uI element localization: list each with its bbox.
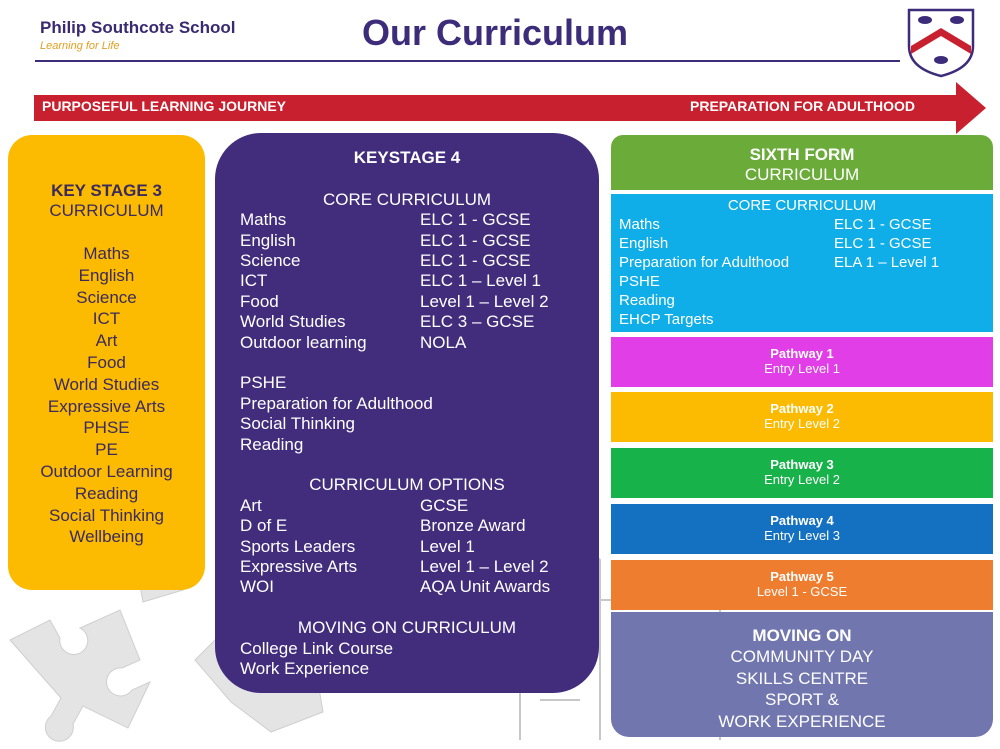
- ks4-core-row: [240, 312, 535, 332]
- sf-subject: Preparation for Adulthood: [619, 254, 790, 271]
- ks4-subject: ICT: [240, 271, 268, 290]
- school-name: Philip Southcote School: [40, 18, 236, 37]
- ks3-subject: PE: [95, 440, 118, 460]
- sixth-form-core-heading: CORE CURRICULUM: [727, 197, 877, 214]
- ks4-option-subject: Art: [240, 496, 262, 515]
- sixth-form-core-row: [619, 235, 932, 252]
- header-divider: [35, 60, 900, 62]
- sixth-form-core-row: [619, 311, 714, 328]
- ks4-option-subject: D of E: [240, 516, 288, 535]
- moving-on-item: SKILLS CENTRE: [735, 668, 869, 688]
- pathway-1-box: [611, 337, 993, 387]
- pathway-level: Entry Level 2: [764, 416, 840, 431]
- ks4-level: ELC 3 – GCSE: [420, 312, 535, 331]
- key-stage-3-panel: [8, 135, 205, 590]
- ks3-subject: Reading: [74, 483, 139, 503]
- ks3-subject: Science: [76, 287, 137, 307]
- ks4-option-level: GCSE: [420, 496, 469, 515]
- arrow-left-label: PURPOSEFUL LEARNING JOURNEY: [42, 98, 286, 114]
- ks4-subject: Food: [240, 292, 279, 311]
- ks4-level: Level 1 – Level 2: [420, 292, 549, 311]
- sixth-form-core-row: [619, 254, 940, 271]
- page-title: Our Curriculum: [361, 12, 629, 53]
- ks3-subject: Social Thinking: [49, 505, 164, 525]
- ks4-core-heading: CORE CURRICULUM: [322, 190, 492, 209]
- ks3-subject: PHSE: [83, 418, 130, 438]
- moving-on-item: SPORT &: [764, 690, 839, 709]
- moving-on-panel: [611, 612, 993, 737]
- moving-on-title: MOVING ON: [752, 626, 852, 645]
- ks3-subject: Outdoor Learning: [40, 461, 173, 481]
- sixth-form-subtitle: CURRICULUM: [744, 165, 860, 184]
- ks4-option-row: [240, 496, 469, 516]
- ks3-subject: English: [78, 265, 135, 285]
- ks3-subtitle: CURRICULUM: [49, 201, 164, 220]
- pathway-level: Entry Level 3: [764, 528, 840, 543]
- ks4-level: ELC 1 – Level 1: [420, 271, 541, 290]
- ks3-title: KEY STAGE 3: [51, 181, 162, 200]
- ks4-level: ELC 1 - GCSE: [420, 210, 531, 229]
- pathway-level: Entry Level 2: [764, 472, 840, 487]
- pathway-name: Pathway 2: [770, 401, 834, 416]
- ks4-core-row: [240, 271, 541, 291]
- ks4-subject: Maths: [240, 210, 287, 229]
- sf-level: ELC 1 - GCSE: [834, 235, 932, 252]
- sixth-form-core-row: [619, 273, 660, 290]
- ks4-extra-subject: Reading: [240, 435, 304, 454]
- sf-subject: Maths: [619, 216, 660, 233]
- ks4-moving-item: Work Experience: [240, 659, 370, 678]
- ks4-core-row: [240, 210, 531, 230]
- ks4-option-level: AQA Unit Awards: [420, 577, 551, 596]
- pathway-5-box: [611, 560, 993, 610]
- ks4-core-row: [240, 292, 549, 312]
- ks3-subject: Wellbeing: [69, 527, 144, 547]
- moving-on-item: WORK EXPERIENCE: [718, 711, 886, 731]
- key-stage-4-panel: [215, 133, 599, 693]
- ks4-extra-subject: Preparation for Adulthood: [240, 394, 433, 413]
- sixth-form-core-row: [619, 216, 932, 233]
- pathway-name: Pathway 4: [770, 513, 834, 528]
- ks3-subject: Maths: [83, 244, 130, 263]
- sixth-form-header: [611, 135, 993, 190]
- arrow-right-label: PREPARATION FOR ADULTHOOD: [690, 98, 916, 114]
- ks4-level: NOLA: [420, 333, 467, 352]
- pathway-name: Pathway 3: [770, 457, 834, 472]
- ks3-subject: Food: [87, 352, 126, 372]
- ks3-subject: Expressive Arts: [47, 396, 166, 416]
- pathway-name: Pathway 1: [770, 346, 834, 361]
- ks4-core-row: [240, 231, 531, 251]
- ks4-subject: English: [240, 231, 296, 250]
- sf-subject: PSHE: [619, 273, 660, 290]
- ks4-subject: Outdoor learning: [240, 333, 367, 352]
- sf-level: ELC 1 - GCSE: [834, 216, 932, 233]
- ks3-subject: ICT: [92, 309, 121, 329]
- sf-level: ELA 1 – Level 1: [834, 254, 940, 271]
- ks4-subject: World Studies: [240, 312, 346, 331]
- ks4-option-row: [240, 577, 551, 597]
- ks4-option-subject: Expressive Arts: [240, 557, 358, 576]
- ks4-moving-heading: MOVING ON CURRICULUM: [297, 618, 517, 637]
- ks4-option-level: Level 1: [420, 537, 475, 556]
- ks3-subject: Art: [95, 331, 118, 351]
- ks3-subject: World Studies: [53, 374, 160, 394]
- sf-subject: Reading: [619, 292, 675, 309]
- school-tagline: Learning for Life: [40, 40, 120, 52]
- ks4-extra-subject: PSHE: [240, 373, 287, 392]
- ks4-option-row: [240, 537, 475, 557]
- ks4-level: ELC 1 - GCSE: [420, 231, 531, 250]
- ks4-level: ELC 1 - GCSE: [420, 251, 531, 270]
- ks4-option-row: [240, 557, 549, 577]
- ks4-options-heading: CURRICULUM OPTIONS: [309, 475, 505, 494]
- sixth-form-core-row: [619, 292, 675, 309]
- ks4-extra-subject: Social Thinking: [240, 414, 355, 433]
- ks4-option-subject: Sports Leaders: [240, 537, 356, 556]
- sixth-form-core-panel: [611, 194, 993, 332]
- ks4-title: KEYSTAGE 4: [353, 148, 461, 167]
- ks4-option-level: Bronze Award: [420, 516, 526, 535]
- ks4-core-row: [240, 333, 467, 353]
- moving-on-item: COMMUNITY DAY: [730, 647, 874, 666]
- school-crest-logo: [905, 6, 977, 78]
- pathway-level: Level 1 - GCSE: [756, 584, 848, 599]
- ks4-option-row: [240, 516, 526, 536]
- ks4-option-subject: WOI: [240, 577, 274, 596]
- sf-subject: English: [619, 235, 669, 252]
- ks3-subject-list: [8, 243, 205, 548]
- pathway-name: Pathway 5: [770, 569, 834, 584]
- sixth-form-title: SIXTH FORM: [749, 145, 855, 164]
- pathway-level: Entry Level 1: [764, 361, 840, 376]
- ks4-core-row: [240, 251, 531, 271]
- pathway-3-box: [611, 448, 993, 498]
- ks4-moving-item: College Link Course: [240, 639, 394, 658]
- sf-subject: EHCP Targets: [619, 311, 714, 328]
- ks4-subject: Science: [240, 251, 301, 270]
- ks4-option-level: Level 1 – Level 2: [420, 557, 549, 576]
- pathway-4-box: [611, 504, 993, 554]
- pathway-2-box: [611, 392, 993, 442]
